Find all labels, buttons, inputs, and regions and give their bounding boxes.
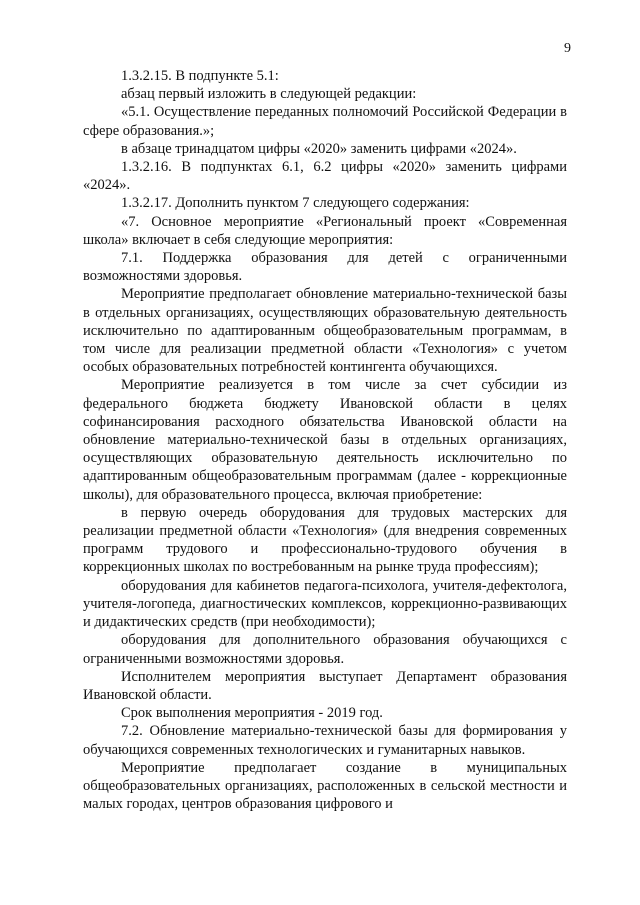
- paragraph: Исполнителем мероприятия выступает Департамент образования Ивановской области.: [83, 668, 567, 703]
- document-body: [83, 67, 567, 813]
- paragraph: оборудования для дополнительного образования обучающихся с ограниченными возможностями здоровья.: [83, 632, 567, 667]
- paragraph: Мероприятие предполагает создание в муниципальных общеобразовательных организациях, расположенных в сельской местности и малых городах, центров образования цифрового и: [83, 759, 567, 813]
- paragraph: Срок выполнения мероприятия - 2019 год.: [121, 705, 383, 722]
- paragraph: 1.3.2.16. В подпунктах 6.1, 6.2 цифры «2020» заменить цифрами «2024».: [83, 159, 567, 194]
- paragraph: абзац первый изложить в следующей редакции:: [121, 86, 417, 103]
- paragraph: 1.3.2.15. В подпункте 5.1:: [121, 68, 279, 84]
- paragraph: в абзаце тринадцатом цифры «2020» заменить цифрами «2024».: [121, 140, 517, 157]
- paragraph: 7.1. Поддержка образования для детей с ограниченными возможностями здоровья.: [83, 250, 567, 285]
- paragraph: оборудования для кабинетов педагога-психолога, учителя-дефектолога, учителя-логопеда, диагностических комплексов, коррекционно-развивающих и дидактических средств (при необходимости);: [83, 577, 567, 631]
- paragraph: «7. Основное мероприятие «Региональный проект «Современная школа» включает в себя следующие мероприятия:: [83, 213, 567, 248]
- paragraph: 1.3.2.17. Дополнить пунктом 7 следующего содержания:: [121, 195, 470, 212]
- paragraph: в первую очередь оборудования для трудовых мастерских для реализации предметной области «Технология» (для внедрения современных программ трудового и профессионально-трудового обучения в коррекционных школах по востребованным на рынке труда профессиям);: [83, 504, 567, 576]
- paragraph: 7.2. Обновление материально-технической базы для формирования у обучающихся современных технологических и гуманитарных навыков.: [83, 723, 567, 758]
- paragraph: Мероприятие предполагает обновление материально-технической базы в отдельных организациях, осуществляющих образовательную деятельность исключительно по адаптированным общеобразовательным программам, в том числе для реализации предметной области «Технология» с учетом особых образовательных потребностей контингента обучающихся.: [83, 286, 567, 376]
- page-number: 9: [564, 41, 571, 56]
- paragraph: «5.1. Осуществление переданных полномочий Российской Федерации в сфере образования.»;: [83, 104, 567, 139]
- paragraph: Мероприятие реализуется в том числе за счет субсидии из федерального бюджета бюджету Ивановской области в целях софинансирования расходного обязательства Ивановской области на обновление материально-технической базы в отдельных организациях, осуществляющих образовательную деятельность исключительно по адаптированным общеобразовательным программам (далее - коррекционные школы), для образовательного процесса, включая приобретение:: [83, 377, 567, 503]
